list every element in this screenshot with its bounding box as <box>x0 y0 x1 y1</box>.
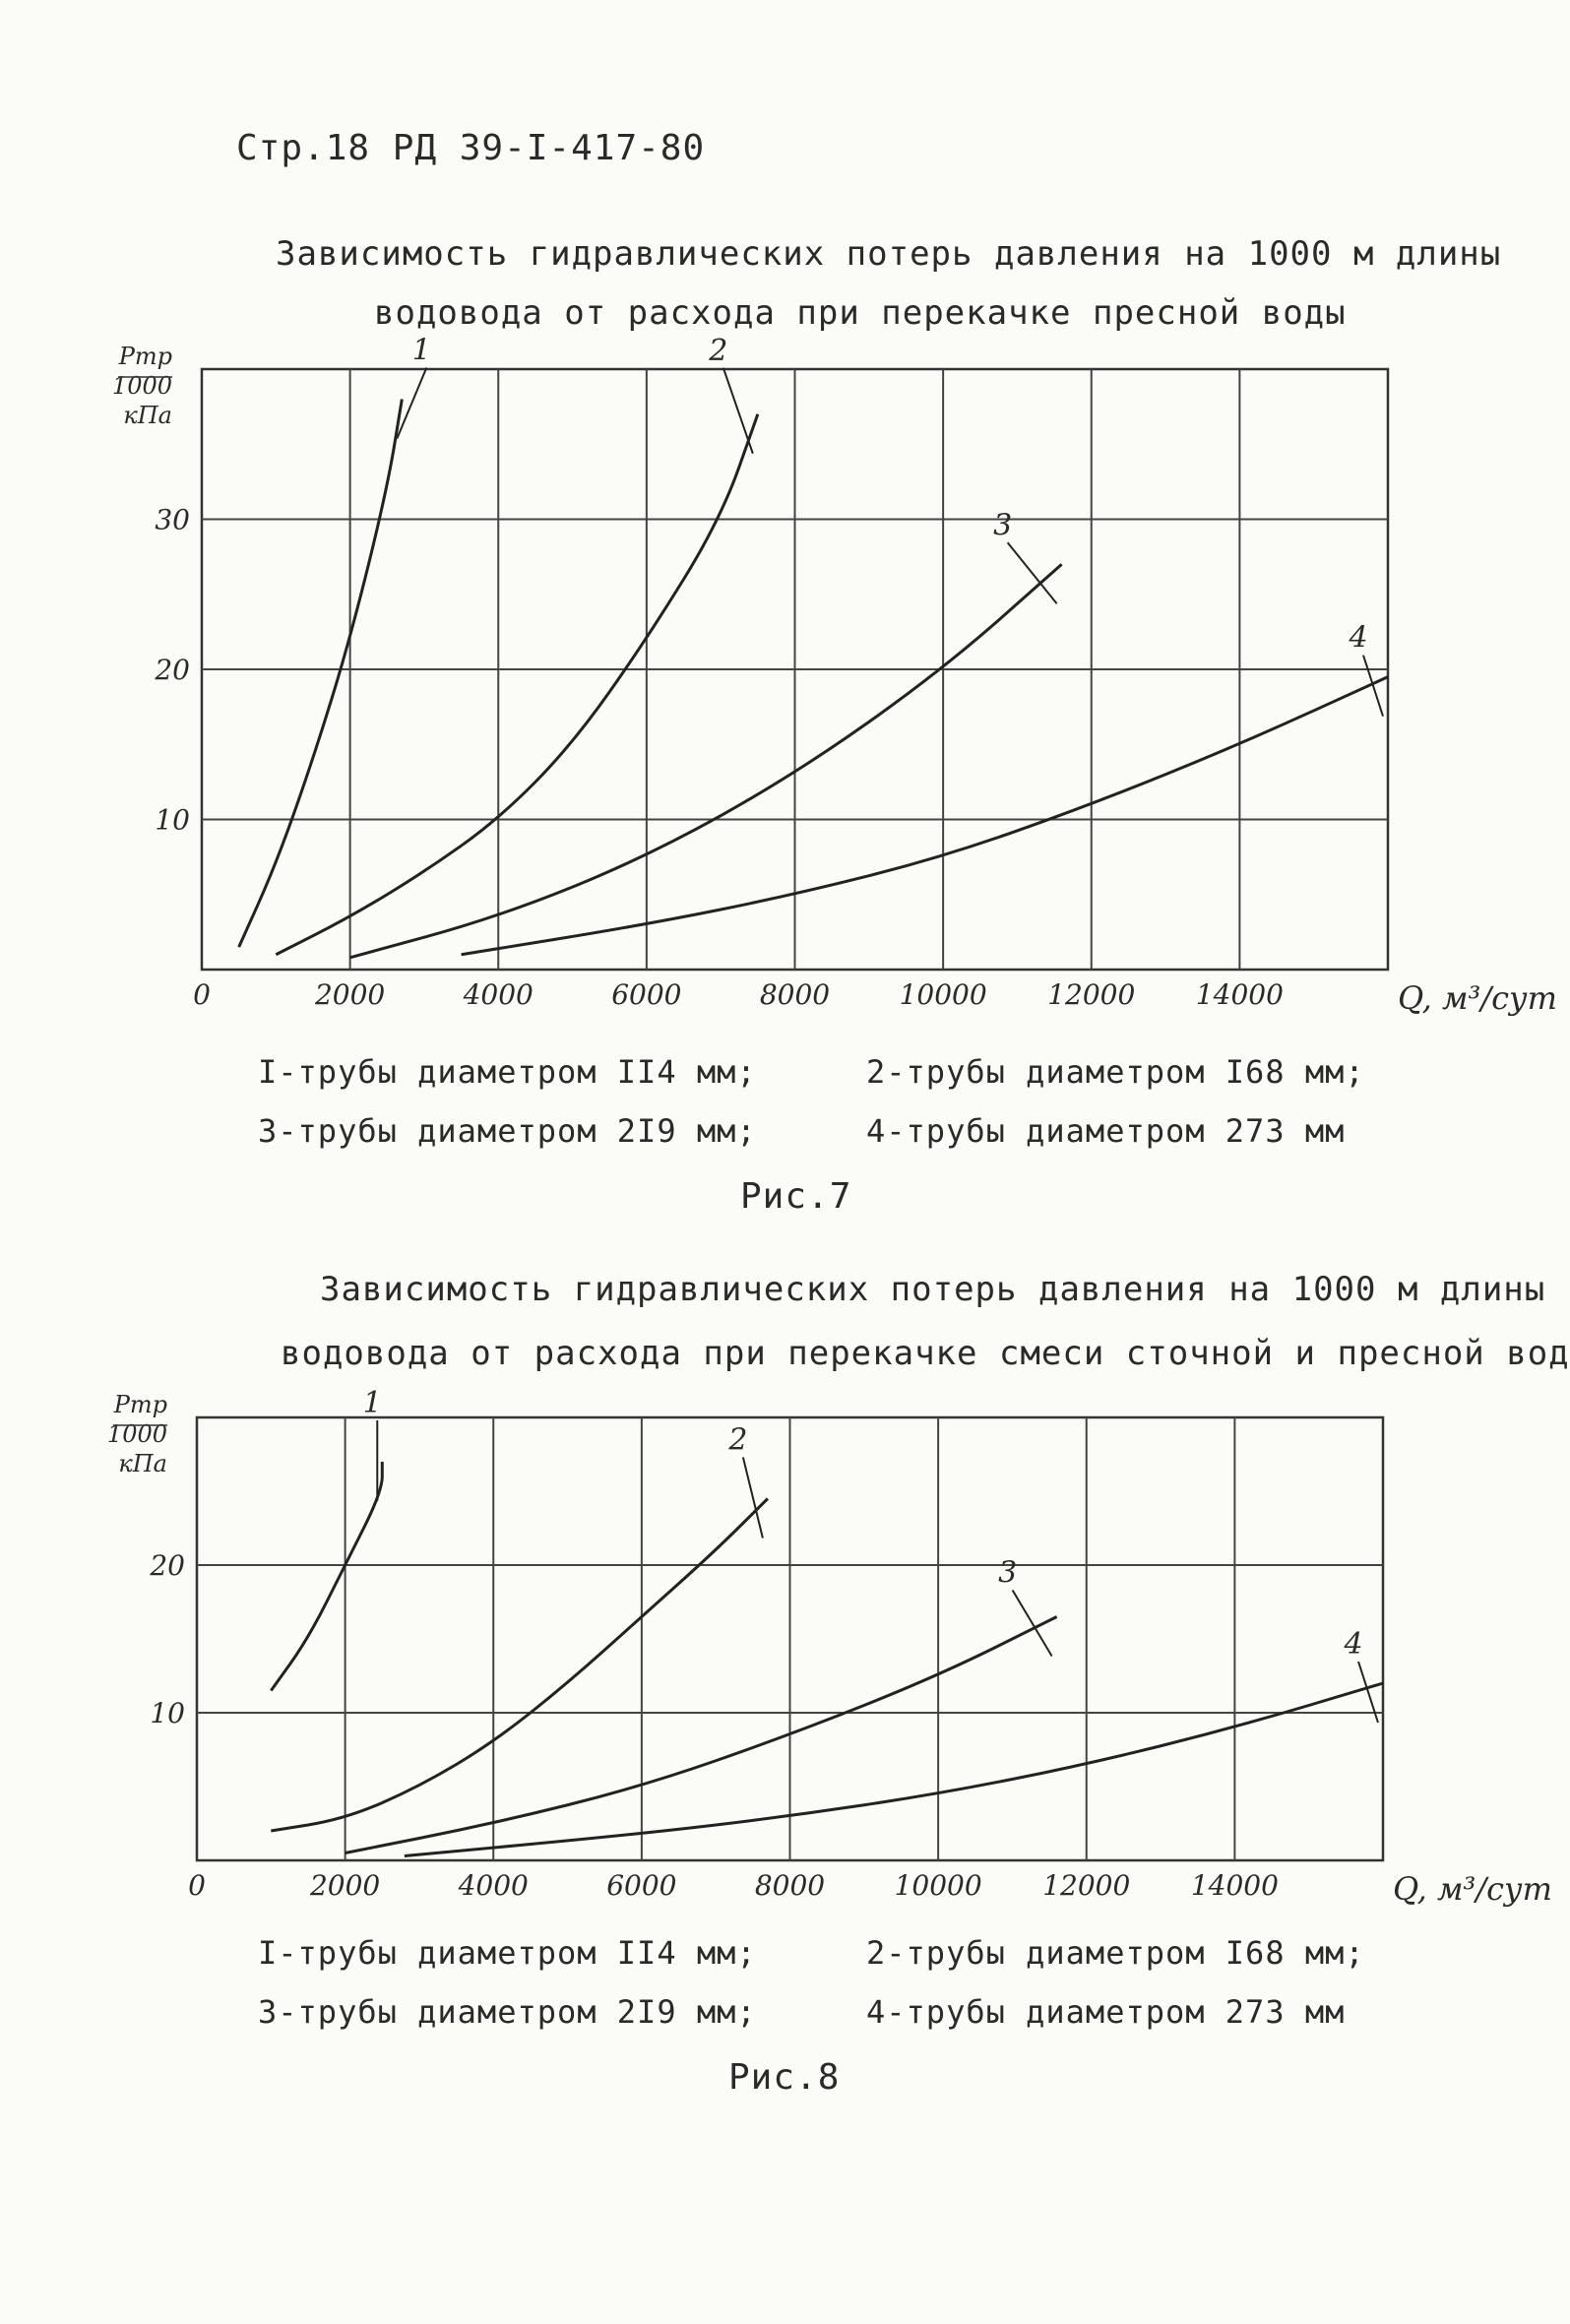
x-tick-label: 8000 <box>754 1869 826 1902</box>
x-tick-label: 0 <box>188 1869 206 1902</box>
x-tick-label: 8000 <box>759 978 831 1011</box>
series-3-line <box>345 1617 1057 1853</box>
figure-2-title-line-1: Зависимость гидравлических потерь давления на 1000 м длины <box>320 1270 1546 1309</box>
y-axis-label: кПа <box>123 402 172 429</box>
figure-1-legend-item-4: 4-трубы диаметром 273 мм <box>866 1112 1346 1150</box>
series-2-label: 2 <box>709 333 728 368</box>
y-tick-label: 10 <box>155 803 190 837</box>
series-1-label: 1 <box>411 333 431 368</box>
figure-1-legend-item-1: I-трубы диаметром II4 мм; <box>258 1053 757 1091</box>
x-tick-label: 4000 <box>463 978 534 1011</box>
y-tick-label: 10 <box>150 1697 185 1729</box>
x-tick-label: 10000 <box>899 978 987 1011</box>
x-tick-label: 4000 <box>458 1869 529 1902</box>
series-4-label: 4 <box>1344 1627 1363 1662</box>
series-4-line <box>405 1683 1383 1856</box>
series-1-label: 1 <box>362 1386 382 1420</box>
figure-1-caption: Рис.7 <box>740 1176 852 1217</box>
y-axis-label: Pтр <box>118 343 172 370</box>
figure-1-title-line-2: водовода от расхода при перекачке пресной воды <box>374 293 1347 333</box>
y-axis-label: 1000 <box>111 372 172 400</box>
y-axis-label: Pтр <box>113 1391 167 1418</box>
figure-2-legend-item-2: 2-трубы диаметром I68 мм; <box>866 1934 1365 1972</box>
x-tick-label: 2000 <box>314 978 386 1011</box>
x-tick-label: 6000 <box>606 1869 677 1902</box>
series-4-label: 4 <box>1349 620 1368 656</box>
figure-1-title-line-1: Зависимость гидравлических потерь давления на 1000 м длины <box>276 234 1502 274</box>
y-axis-label: 1000 <box>106 1420 167 1448</box>
x-tick-label: 0 <box>193 978 211 1011</box>
x-tick-label: 6000 <box>611 978 682 1011</box>
figure-2-legend-item-3: 3-трубы диаметром 2I9 мм; <box>258 1993 757 2031</box>
figure-2-caption: Рис.8 <box>728 2057 841 2098</box>
figure-2-title-line-2: водовода от расхода при перекачке смеси сточной и пресной вод <box>281 1334 1570 1373</box>
figure-2-legend-item-1: I-трубы диаметром II4 мм; <box>258 1934 757 1972</box>
series-2-leader <box>743 1458 763 1539</box>
x-tick-label: 2000 <box>309 1869 381 1902</box>
x-axis-label: Q, м³/сут <box>1393 1870 1552 1908</box>
y-tick-label: 20 <box>150 1549 185 1582</box>
figure-2-legend-item-4: 4-трубы диаметром 273 мм <box>866 1993 1346 2031</box>
y-axis-label: кПа <box>118 1450 167 1477</box>
y-tick-label: 30 <box>155 503 190 536</box>
x-tick-label: 14000 <box>1190 1869 1279 1902</box>
figure-1-legend-item-3: 3-трубы диаметром 2I9 мм; <box>258 1112 757 1150</box>
x-tick-label: 12000 <box>1047 978 1136 1011</box>
page-header: Стр.18 РД 39-I-417-80 <box>236 128 706 168</box>
x-tick-label: 10000 <box>894 1869 982 1902</box>
series-1-line <box>271 1462 382 1691</box>
series-3-label: 3 <box>993 508 1013 543</box>
figure-1-legend-item-2: 2-трубы диаметром I68 мм; <box>866 1053 1365 1091</box>
y-tick-label: 20 <box>155 654 190 686</box>
x-tick-label: 12000 <box>1042 1869 1131 1902</box>
series-2-label: 2 <box>728 1422 748 1458</box>
x-axis-label: Q, м³/сут <box>1398 979 1557 1017</box>
series-3-label: 3 <box>998 1555 1018 1591</box>
x-tick-label: 14000 <box>1195 978 1284 1011</box>
